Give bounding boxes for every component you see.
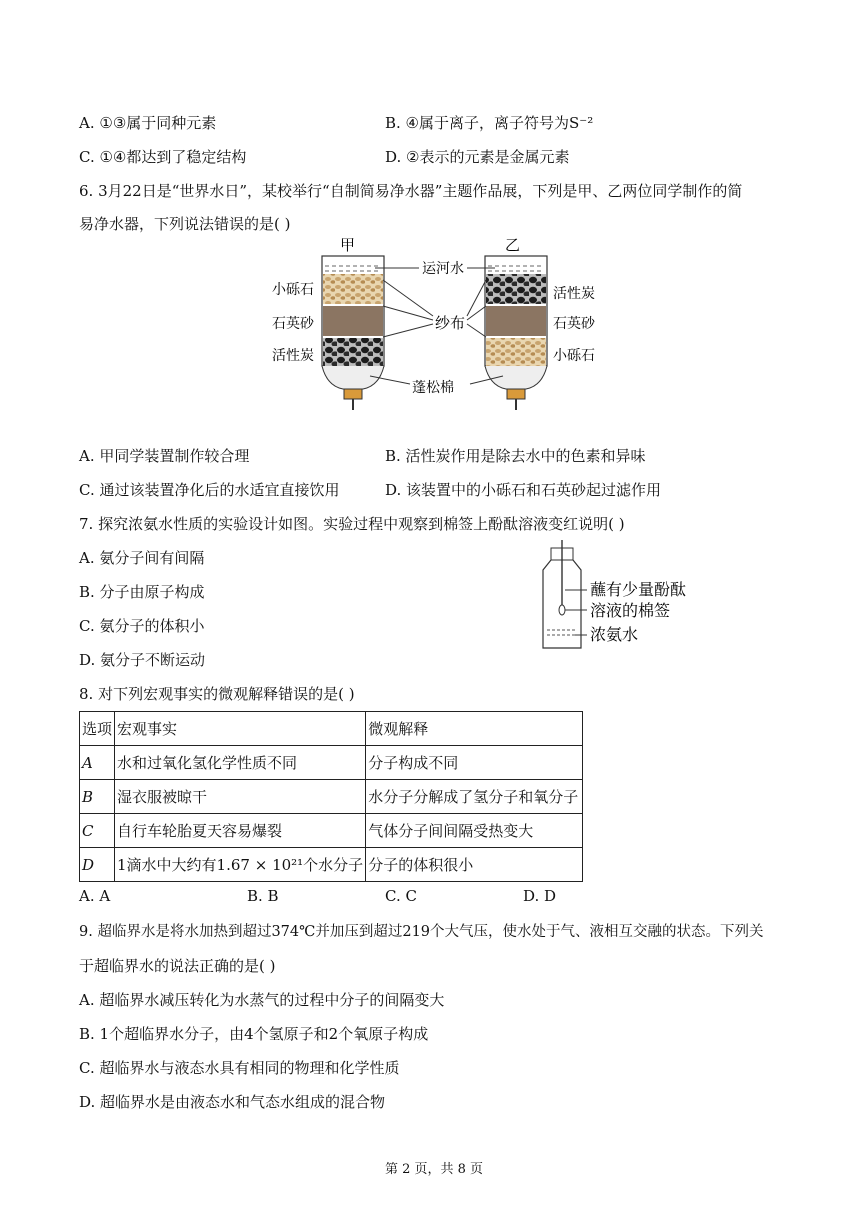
label-cotton: 蓬松棉 <box>412 380 454 396</box>
header-cell: 宏观事实 <box>115 712 366 746</box>
water-purifier-figure <box>265 236 610 416</box>
q5-option-d: D. ②表示的元素是金属元素 <box>385 148 570 166</box>
table-cell: 自行车轮胎夏天容易爆裂 <box>115 814 366 848</box>
table-cell: B <box>80 780 115 814</box>
header-cell: 微观解释 <box>366 712 583 746</box>
table-row <box>80 814 583 848</box>
table-cell: 水分子分解成了氢分子和氧分子 <box>366 780 583 814</box>
label-pebble-right: 小砾石 <box>553 348 595 364</box>
q7-option-b: B. 分子由原子构成 <box>79 583 205 601</box>
label-carbon-left: 活性炭 <box>272 348 314 364</box>
q9-option-b: B. 1个超临界水分子，由4个氢原子和2个氧原子构成 <box>79 1025 429 1043</box>
q8-option-c: C. C <box>385 887 417 905</box>
label-jia: 甲 <box>340 236 356 254</box>
q8-table <box>79 711 583 882</box>
q5-option-c: C. ①④都达到了稳定结构 <box>79 148 247 166</box>
q6-option-d: D. 该装置中的小砾石和石英砂起过滤作用 <box>385 481 662 499</box>
table-row <box>80 780 583 814</box>
q8-option-d: D. D <box>523 887 557 905</box>
label-phenolphthalein-2: 溶液的棉签 <box>590 603 671 620</box>
q9-option-c: C. 超临界水与液态水具有相同的物理和化学性质 <box>79 1059 400 1077</box>
q9-option-d: D. 超临界水是由液态水和气态水组成的混合物 <box>79 1093 386 1111</box>
q9-stem-line2: 于超临界水的说法正确的是( ) <box>79 957 276 975</box>
q6-stem-line1: 6. 3月22日是“世界水日”，某校举行“自制简易净水器”主题作品展，下列是甲、乙两位同学制作的简 <box>79 182 743 200</box>
q8-stem: 8. 对下列宏观事实的微观解释错误的是( ) <box>79 685 355 703</box>
table-cell: 气体分子间间隔受热变大 <box>366 814 583 848</box>
q9-stem-line1: 9. 超临界水是将水加热到超过374℃并加压到超过219个大气压，使水处于气、液相互交融的状态。下列关 <box>79 924 764 940</box>
header-cell: 选项 <box>80 712 115 746</box>
q9-option-a: A. 超临界水减压转化为水蒸气的过程中分子的间隔变大 <box>79 991 445 1009</box>
q7-option-a: A. 氨分子间有间隔 <box>79 549 205 567</box>
table-cell: 水和过氧化氢化学性质不同 <box>115 746 366 780</box>
table-cell: 分子的体积很小 <box>366 848 583 882</box>
table-cell: 1滴水中大约有1.67 × 10²¹个水分子 <box>115 848 366 882</box>
q7-stem: 7. 探究浓氨水性质的实验设计如图。实验过程中观察到棉签上酚酞溶液变红说明( ) <box>79 515 625 533</box>
label-quartz-right: 石英砂 <box>553 316 595 332</box>
table-cell: A <box>80 746 115 780</box>
q5-option-a: A. ①③属于同种元素 <box>79 114 217 132</box>
q5-option-b: B. ④属于离子，离子符号为S⁻² <box>385 114 594 132</box>
q7-option-c: C. 氨分子的体积小 <box>79 617 205 635</box>
q6-option-a: A. 甲同学装置制作较合理 <box>79 447 250 465</box>
q7-option-d: D. 氨分子不断运动 <box>79 651 206 669</box>
q8-option-a: A. A <box>79 887 111 905</box>
table-row <box>80 746 583 780</box>
table-cell: 湿衣服被晾干 <box>115 780 366 814</box>
label-water: 运河水 <box>422 261 464 277</box>
label-gauze: 纱布 <box>435 314 466 332</box>
label-pebble-left: 小砾石 <box>272 282 314 298</box>
q6-stem-line2: 易净水器，下列说法错误的是( ) <box>79 215 291 233</box>
ammonia-experiment-figure <box>535 540 705 655</box>
label-ammonia: 浓氨水 <box>590 627 639 644</box>
table-row <box>80 848 583 882</box>
q6-option-c: C. 通过该装置净化后的水适宜直接饮用 <box>79 481 340 499</box>
page-footer: 第 2 页，共 8 页 <box>384 1162 484 1177</box>
q8-option-b: B. B <box>247 887 279 905</box>
label-carbon-right: 活性炭 <box>553 286 595 302</box>
q6-option-b: B. 活性炭作用是除去水中的色素和异味 <box>385 447 646 465</box>
table-cell: C <box>80 814 115 848</box>
table-cell: D <box>80 848 115 882</box>
label-phenolphthalein-1: 蘸有少量酚酞 <box>590 582 687 599</box>
label-quartz-left: 石英砂 <box>272 316 314 332</box>
table-header-row <box>80 712 583 746</box>
table-cell: 分子构成不同 <box>366 746 583 780</box>
label-yi: 乙 <box>505 236 521 254</box>
